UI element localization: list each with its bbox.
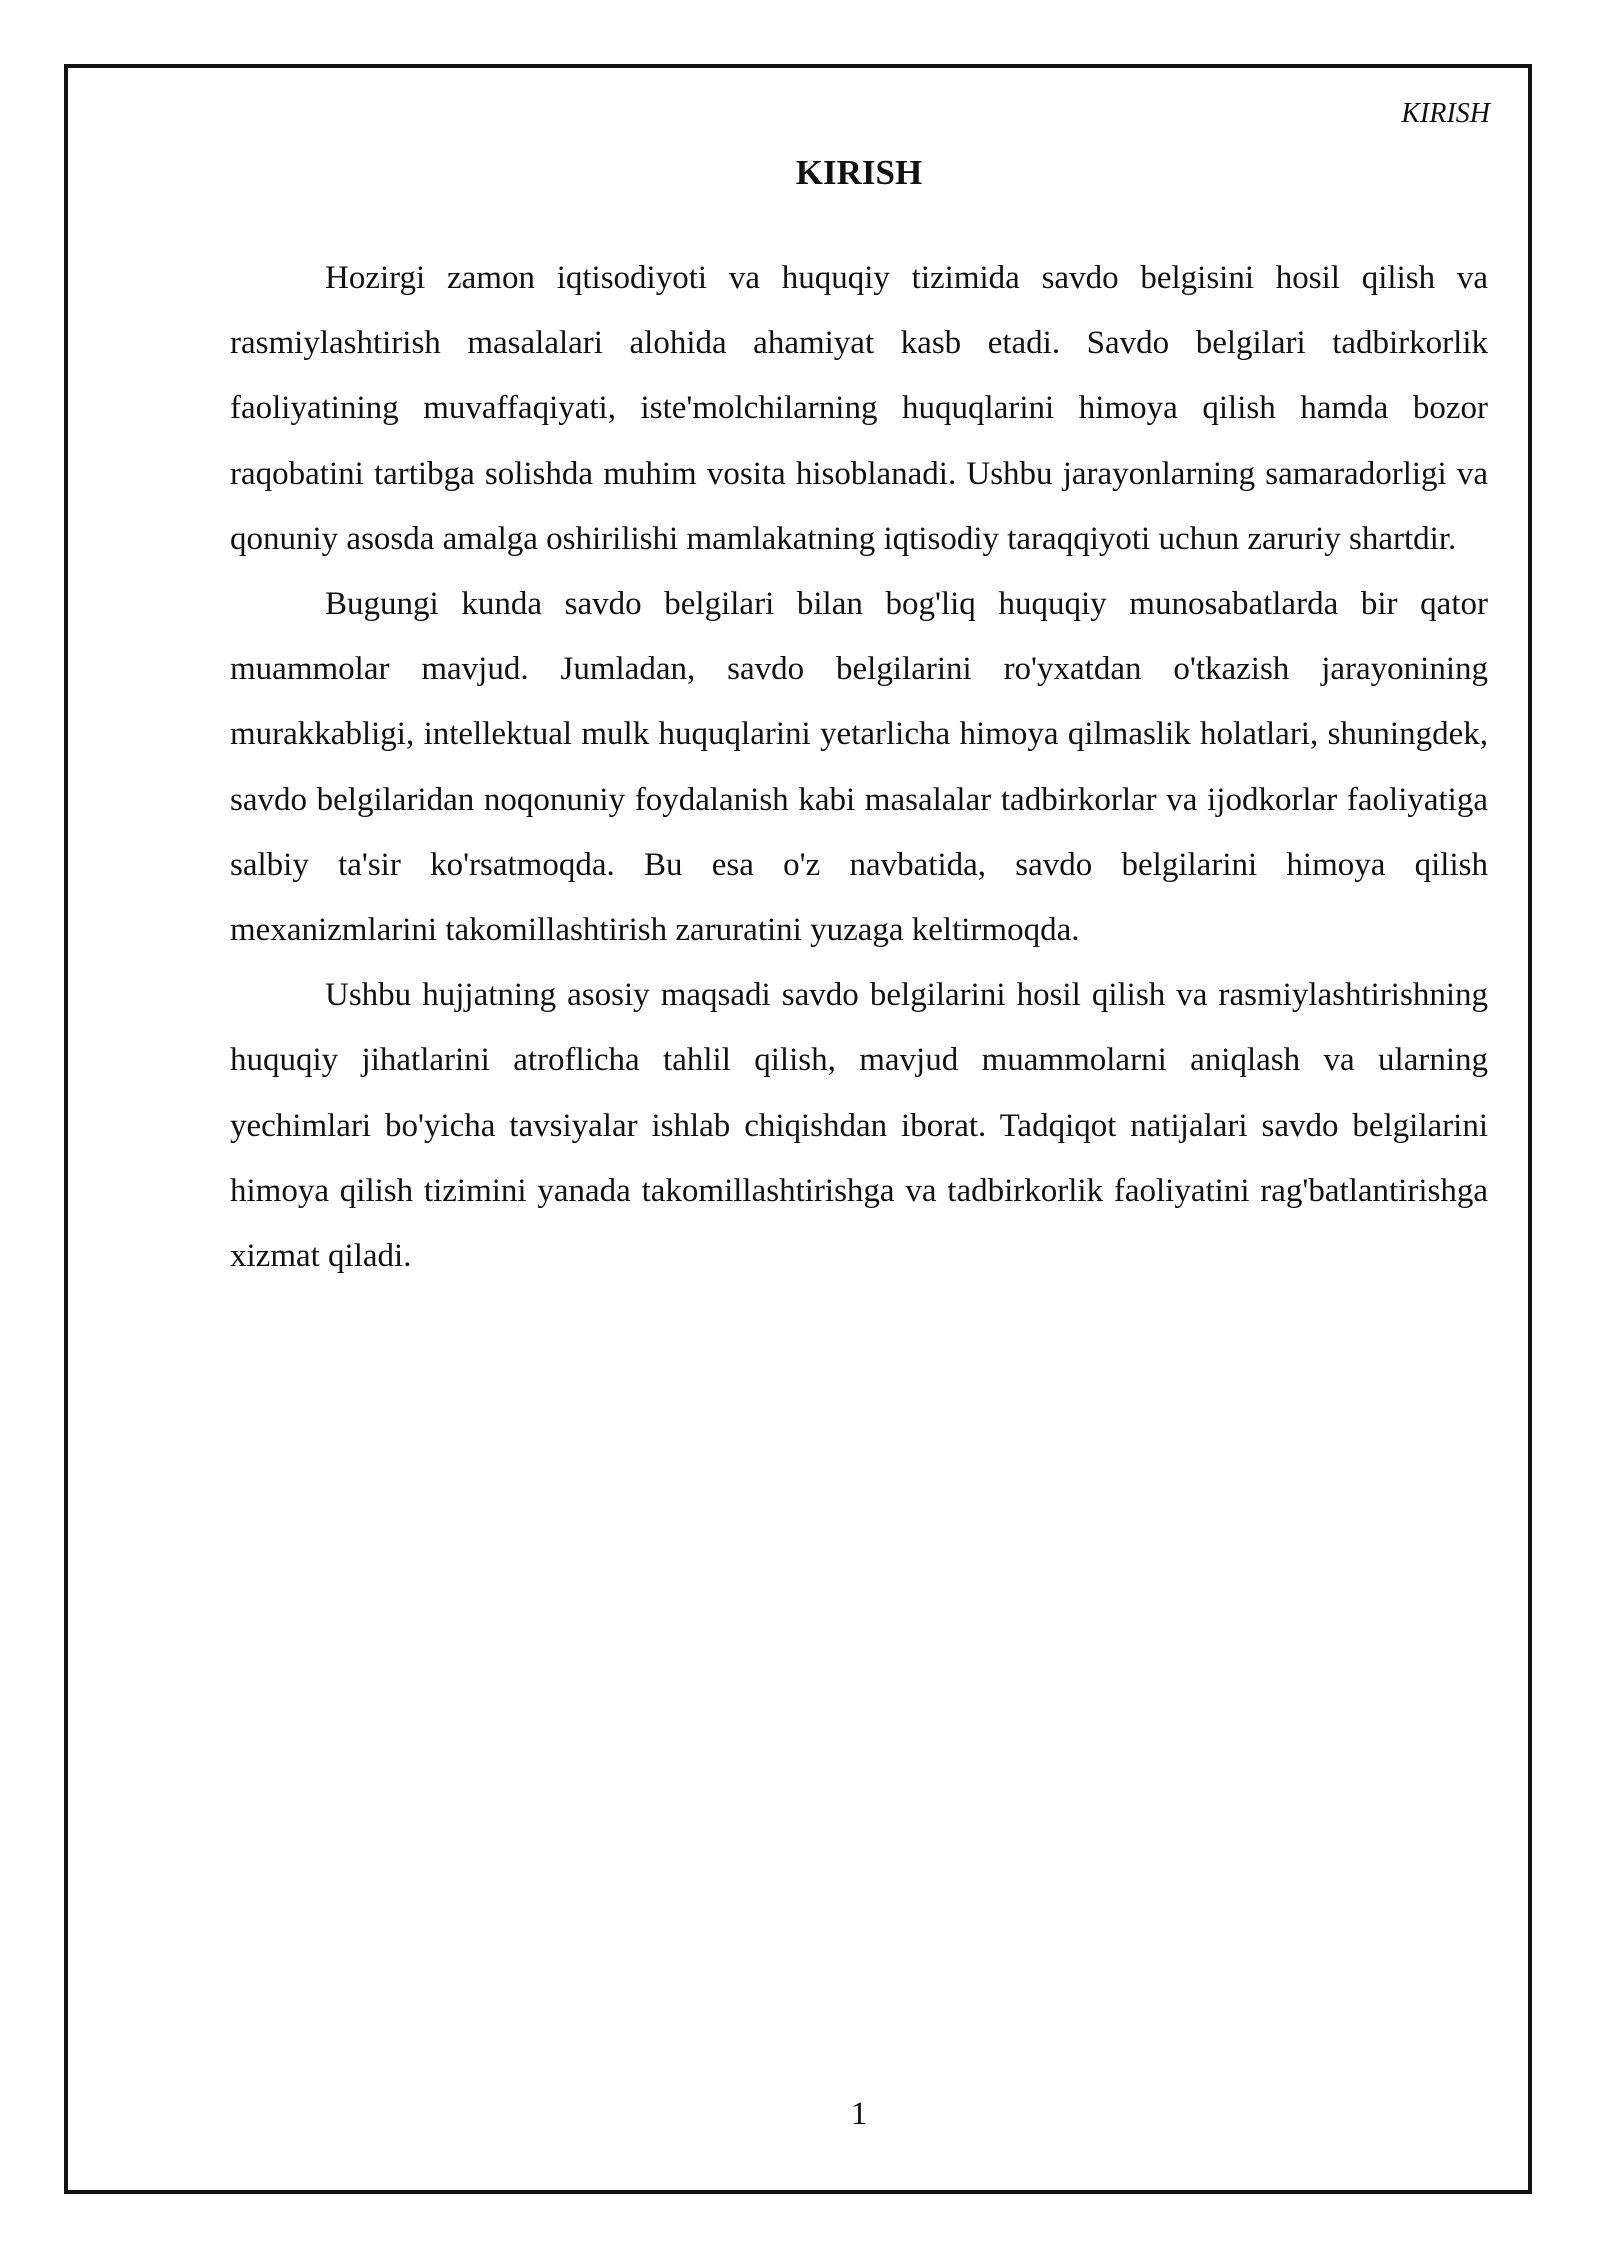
page-number: 1 <box>850 2096 868 2132</box>
page-title: KIRISH <box>795 153 923 192</box>
paragraph-1: Hozirgi zamon iqtisodiyoti va huquqiy tizimida savdo belgisini hosil qilish va rasmiylashtirish masalalari alohida ahamiyat kasb etadi. Savdo belgilari tadbirkorlik faoliyatining muvaffaqiyati, iste'molchilarning huquqlarini himoya qilish hamda bozor raqobatini tartibga solishda muhim vosita hisoblanadi. Ushbu jarayonlarning samaradorligi va qonuniy asosda amalga oshirilishi mamlakatning iqtisodiy taraqqiyoti uchun zaruriy shartdir. <box>230 260 1488 557</box>
running-header: KIRISH <box>1401 98 1490 129</box>
paragraph-2: Bugungi kunda savdo belgilari bilan bog'liq huquqiy munosabatlarda bir qator muammolar mavjud. Jumladan, savdo belgilarini ro'yxatdan o'tkazish jarayonining murakkabligi, intellektual mulk huquqlarini yetarlicha himoya qilmaslik holatlari, shuningdek, savdo belgilaridan noqonuniy foydalanish kabi masalalar tadbirkorlar va ijodkorlar faoliyatiga salbiy ta'sir ko'rsatmoqda. Bu esa o'z navbatida, savdo belgilarini himoya qilish mexanizmlarini takomillashtirish zaruratini yuzaga keltirmoqda. <box>230 586 1488 949</box>
paragraph-3: Ushbu hujjatning asosiy maqsadi savdo belgilarini hosil qilish va rasmiylashtirishning huquqiy jihatlarini atroflicha tahlil qilish, mavjud muammolarni aniqlash va ularning yechimlari bo'yicha tavsiyalar ishlab chiqishdan iborat. Tadqiqot natijalari savdo belgilarini himoya qilish tizimini yanada takomillashtirishga va tadbirkorlik faoliyatini rag'batlantirishga xizmat qiladi. <box>230 977 1488 1275</box>
body-text <box>230 246 1488 1289</box>
